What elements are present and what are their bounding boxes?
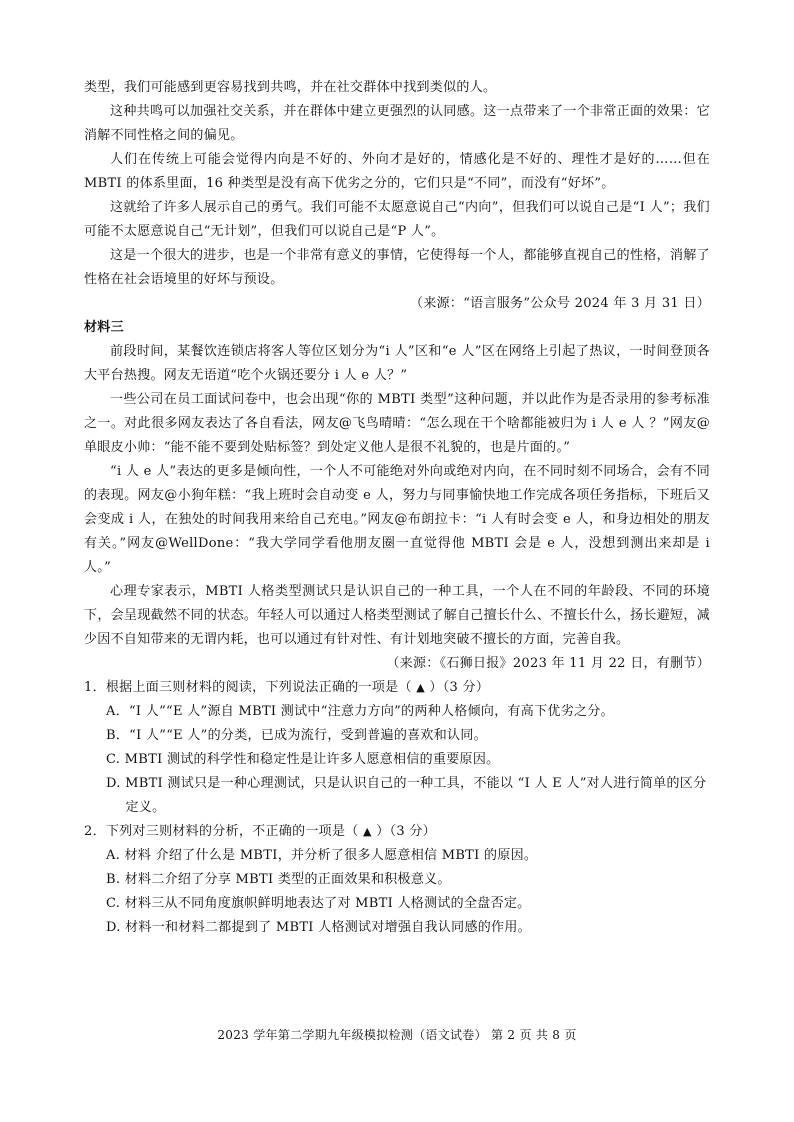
material3-paragraph: “i 人 e 人”表达的更多是倾向性，一个人不可能绝对外向或绝对内向，在不同时刻不同场合，会有不同的表现。网友@小狗年糕：“我上班时会自动变 e 人，努力与同事愉快地工作完成各项任务指标，下班后又会变成 i 人，在独处的时间我用来给自己充电。”网友@布朗拉卡：“i 人有时会变 e 人，和身边相处的朋友有关。”网友@WellDone：“我大学同学看他朋友圈一直觉得他 MBTI 会是 e 人，没想到测出来却是 i 人。” <box>84 464 710 575</box>
material3-paragraph: 前段时间，某餐饮连锁店将客人等位区划分为“i 人”区和“e 人”区在网络上引起了热议，一时间登顶各大平台热搜。网友无语道“吃个火锅还要分 i 人 e 人？” <box>84 344 710 383</box>
question-1 <box>84 676 710 820</box>
option-a: A. 材料 介绍了什么是 MBTI，并分析了很多人愿意相信 MBTI 的原因。 <box>106 848 538 863</box>
material2-paragraph: 人们在传统上可能会觉得内向是不好的、外向才是好的，情感化是不好的、理性才是好的……但在 MBTI 的体系里面，16 种类型是没有高下优劣之分的，它们只是“不同”，而没有“好坏”。 <box>84 152 710 191</box>
material2-paragraph: 类型，我们可能感到更容易找到共鸣，并在社交群体中找到类似的人。 <box>84 80 497 95</box>
material3-paragraph: 一些公司在员工面试问卷中，也会出现“你的 MBTI 类型”这种问题，并以此作为是否录用的参考标准之一。对此很多网友表达了各自看法，网友@飞鸟晴晴：“怎么现在干个啥都能被归为 i 人 e 人 ？”网友@单眼皮小帅：“能不能不要到处贴标签？到处定义他人是很不礼貌的，也是片面的。” <box>84 392 710 455</box>
question-2 <box>84 820 710 940</box>
answer-blank-triangle: ▲ <box>363 825 372 838</box>
question-stem-text: 1．根据上面三则材料的阅读，下列说法正确的一项是（ <box>84 680 417 695</box>
option-c: C. 材料三从不同角度旗帜鲜明地表达了对 MBTI 人格测试的全盘否定。 <box>106 896 531 911</box>
page-footer: 2023 学年第二学期九年级模拟检测（语文试卷） 第 2 页 共 8 页 <box>217 1028 577 1042</box>
question-score: ）（3 分） <box>424 680 490 695</box>
question-stem <box>84 820 710 844</box>
question-stem <box>84 676 710 700</box>
material3-paragraph: 心理专家表示，MBTI 人格类型测试只是认识自己的一种工具，一个人在不同的年龄段、不同的环境下，会呈现截然不同的状态。年轻人可以通过人格类型测试了解自己擅长什么、不擅长什么，扬长避短，减少因不自知带来的无谓内耗，也可以通过有针对性、有计划地突破不擅长的方面，完善自我。 <box>84 584 710 647</box>
option-b: B．“I 人”“E 人”的分类，已成为流行，受到普遍的喜欢和认同。 <box>106 728 487 743</box>
material2-paragraph: 这是一个很大的进步，也是一个非常有意义的事情，它使得每一个人，都能够直视自己的性格，消解了性格在社会语境里的好坏与预设。 <box>84 248 710 287</box>
option-a: A．“I 人”“E 人”源自 MBTI 测试中“注意力方向”的两种人格倾向，有高下优劣之分。 <box>106 704 614 719</box>
material2-paragraph: 这种共鸣可以加强社交关系，并在群体中建立更强烈的认同感。这一点带来了一个非常正面的效果：它消解不同性格之间的偏见。 <box>84 104 710 143</box>
option-c: C. MBTI 测试的科学性和稳定性是让许多人愿意相信的重要原因。 <box>106 752 500 767</box>
material2-paragraph: 这就给了许多人展示自己的勇气。我们可能不太愿意说自己“内向”，但我们可以说自己是“I 人”；我们可能不太愿意说自己“无计划”，但我们可以说自己是“P 人”。 <box>84 200 710 239</box>
answer-blank-triangle: ▲ <box>416 681 425 694</box>
material2-source: （来源：“语言服务”公众号 2024 年 3 月 31 日） <box>410 296 710 311</box>
page-content <box>84 76 710 940</box>
question-score: ）（3 分） <box>371 824 436 839</box>
material3-source: （来源：《石狮日报》2023 年 11 月 22 日，有删节） <box>386 656 710 671</box>
material3-heading: 材料三 <box>84 320 124 335</box>
question-stem-text: 2．下列对三则材料的分析，不正确的一项是（ <box>84 824 364 839</box>
option-d: D. 材料一和材料二都提到了 MBTI 人格测试对增强自我认同感的作用。 <box>106 920 531 935</box>
option-b: B. 材料二介绍了分享 MBTI 类型的正面效果和积极意义。 <box>106 872 451 887</box>
option-d: D. MBTI 测试只是一种心理测试，只是认识自己的一种工具，不能以 “I 人 E 人”对人进行简单的区分定义。 <box>106 776 707 815</box>
